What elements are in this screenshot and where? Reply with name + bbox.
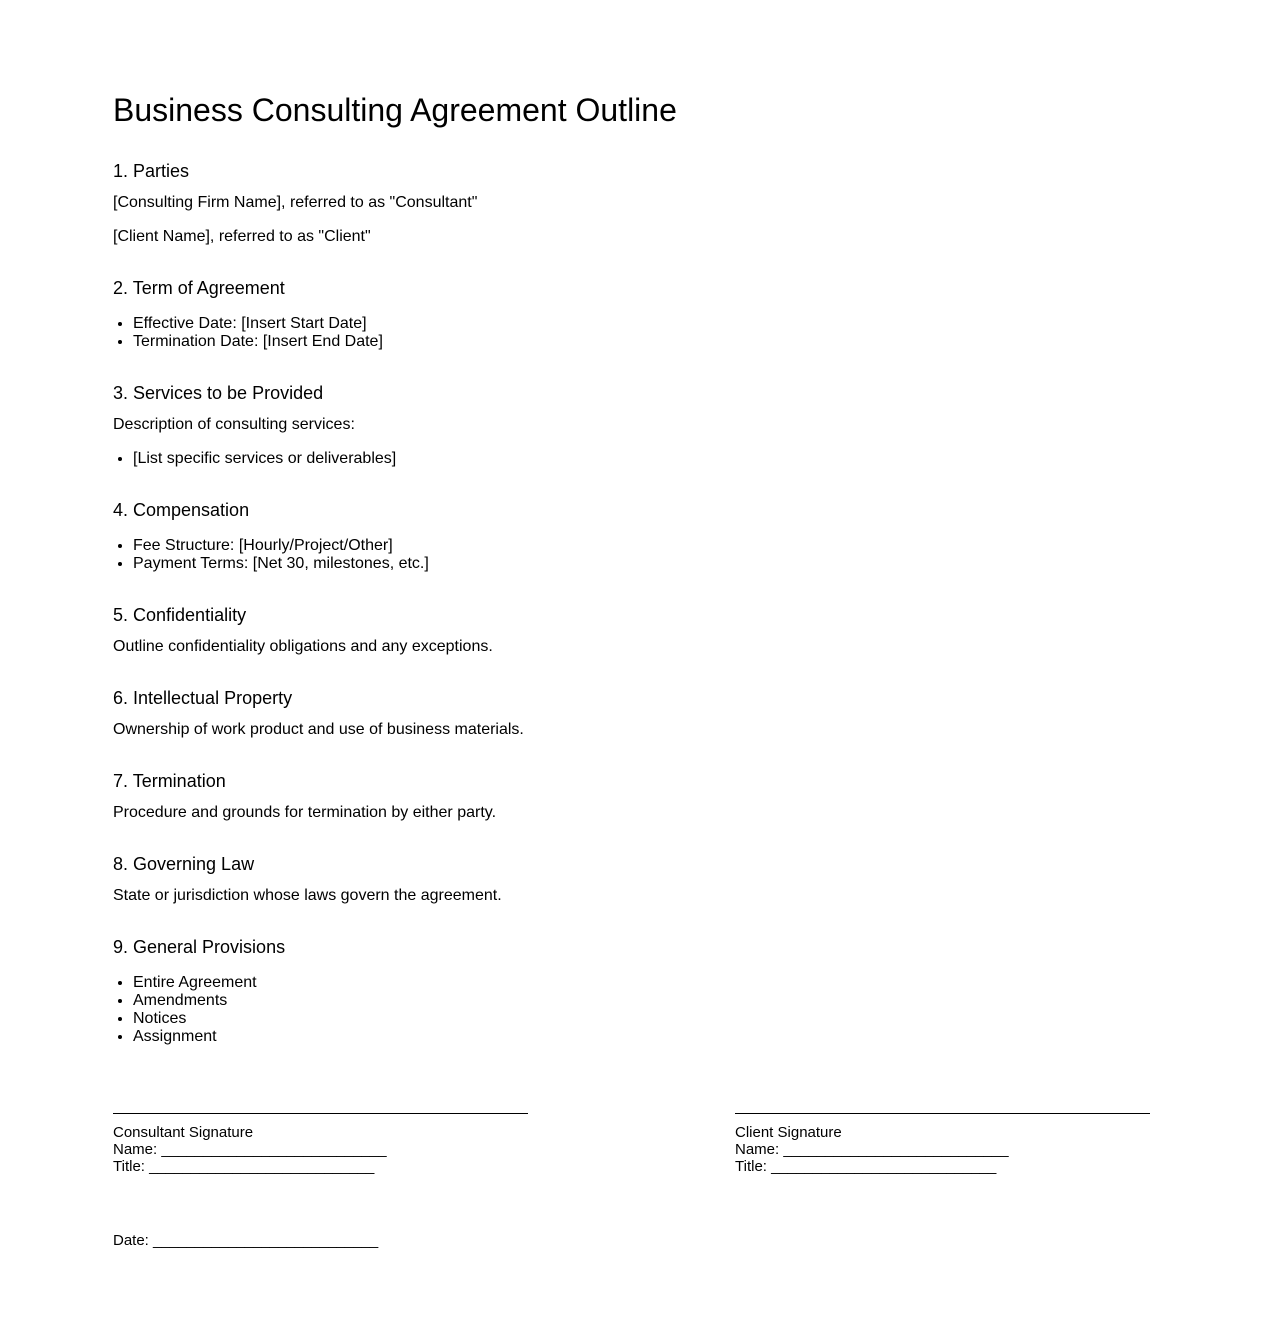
document bbox=[113, 92, 1153, 1062]
section-paragraph: Procedure and grounds for termination by either party. bbox=[113, 804, 497, 821]
list-item: • Assignment bbox=[133, 1028, 1153, 1046]
section-paragraph: Ownership of work product and use of business materials. bbox=[113, 721, 524, 738]
sections bbox=[113, 160, 1153, 1046]
section-paragraph: [Client Name], referred to as "Client" bbox=[113, 228, 371, 245]
section-heading: 1. Parties bbox=[113, 161, 190, 181]
section-heading: 4. Compensation bbox=[113, 500, 250, 520]
client-title-field: Title: ___________________________ bbox=[735, 1158, 997, 1175]
section-paragraph: Outline confidentiality obligations and any exceptions. bbox=[113, 638, 493, 655]
section-heading: 3. Services to be Provided bbox=[113, 383, 324, 403]
section-paragraph: [Consulting Firm Name], referred to as "Consultant" bbox=[113, 194, 478, 211]
page-title: Business Consulting Agreement Outline bbox=[113, 92, 677, 128]
list-item: • Notices bbox=[133, 1010, 1153, 1028]
client-signature-block bbox=[735, 1113, 1150, 1175]
list-item: • Payment Terms: [Net 30, milestones, etc.] bbox=[133, 555, 1153, 573]
consultant-name-field: Name: ___________________________ bbox=[113, 1141, 387, 1158]
section bbox=[113, 936, 1153, 1046]
client-signature-label: Client Signature bbox=[735, 1124, 842, 1141]
section bbox=[113, 604, 1153, 656]
section-heading: 7. Termination bbox=[113, 771, 226, 791]
consultant-signature-block bbox=[113, 1113, 528, 1175]
list-item: • Fee Structure: [Hourly/Project/Other] bbox=[133, 537, 1153, 555]
section bbox=[113, 687, 1153, 739]
bullet-list bbox=[113, 315, 1153, 351]
list-item: • [List specific services or deliverables] bbox=[133, 450, 1153, 468]
bullet-list bbox=[113, 450, 1153, 468]
section bbox=[113, 382, 1153, 468]
list-item: • Effective Date: [Insert Start Date] bbox=[133, 315, 1153, 333]
section-heading: 2. Term of Agreement bbox=[113, 278, 285, 298]
signature-line bbox=[113, 1113, 528, 1124]
consultant-signature-label: Consultant Signature bbox=[113, 1124, 254, 1141]
section-heading: 9. General Provisions bbox=[113, 937, 286, 957]
section bbox=[113, 499, 1153, 573]
section-heading: 8. Governing Law bbox=[113, 854, 255, 874]
consultant-title-field: Title: ___________________________ bbox=[113, 1158, 375, 1175]
section bbox=[113, 853, 1153, 905]
section-paragraph: State or jurisdiction whose laws govern the agreement. bbox=[113, 887, 502, 904]
bullet-list bbox=[113, 974, 1153, 1046]
section bbox=[113, 160, 1153, 246]
signature-line bbox=[735, 1113, 1150, 1124]
list-item: • Entire Agreement bbox=[133, 974, 1153, 992]
list-item: • Amendments bbox=[133, 992, 1153, 1010]
section-heading: 6. Intellectual Property bbox=[113, 688, 293, 708]
client-name-field: Name: ___________________________ bbox=[735, 1141, 1009, 1158]
section bbox=[113, 770, 1153, 822]
section-paragraph: Description of consulting services: bbox=[113, 416, 355, 433]
section-heading: 5. Confidentiality bbox=[113, 605, 247, 625]
list-item: • Termination Date: [Insert End Date] bbox=[133, 333, 1153, 351]
section bbox=[113, 277, 1153, 351]
bullet-list bbox=[113, 537, 1153, 573]
date-field: Date: ___________________________ bbox=[113, 1232, 379, 1249]
